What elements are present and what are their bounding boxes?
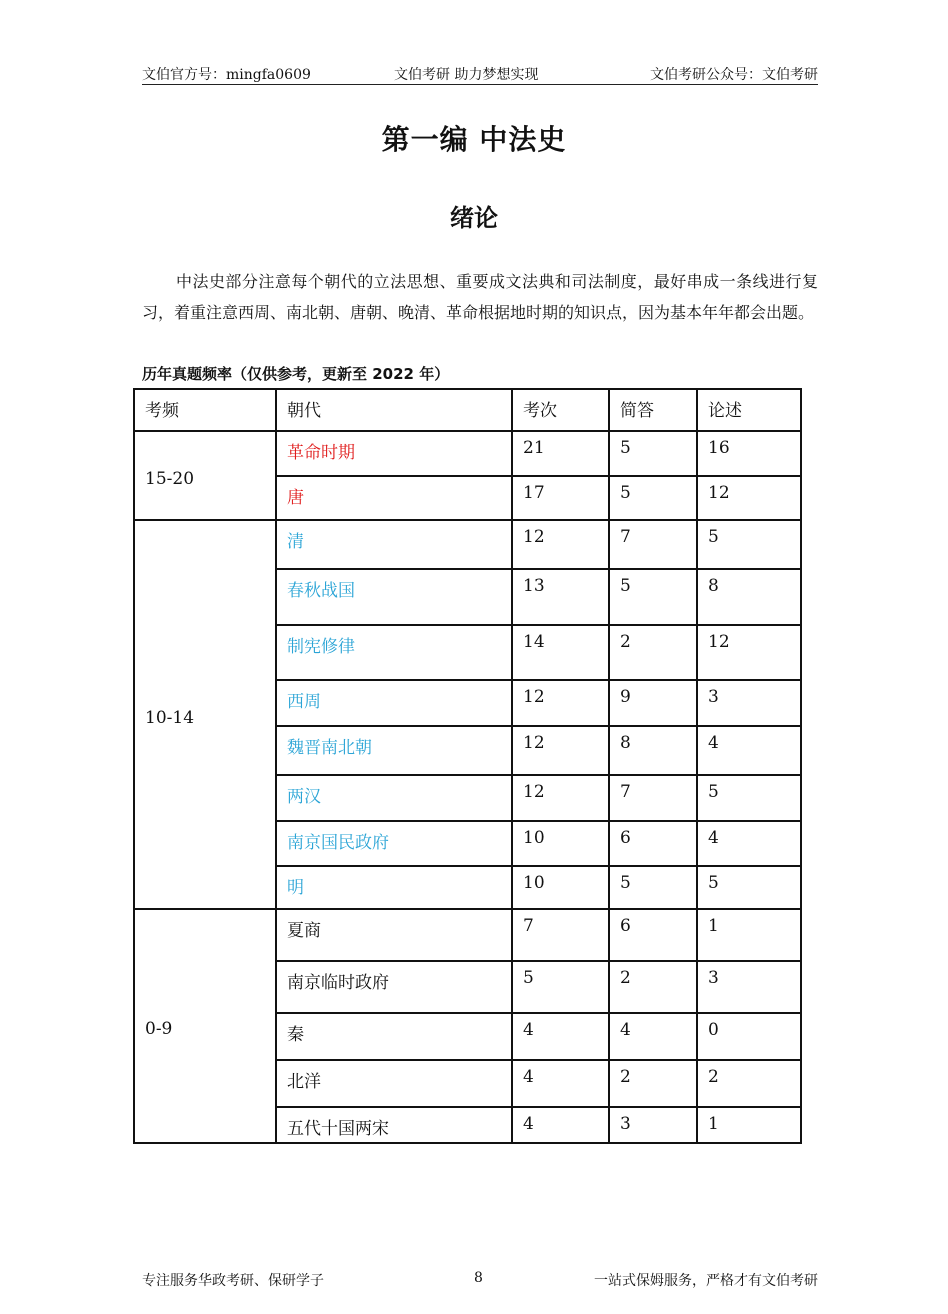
header-right-text: 文伯考研公众号：文伯考研	[650, 67, 818, 83]
dynasty-cell: 西周	[276, 680, 512, 726]
table-row	[134, 520, 801, 569]
count-cell: 7	[512, 909, 609, 961]
dynasty-cell: 春秋战国	[276, 569, 512, 625]
dynasty-cell: 两汉	[276, 775, 512, 821]
dynasty-cell: 夏商	[276, 909, 512, 961]
frequency-group-cell: 10-14	[134, 520, 276, 909]
short-answer-cell: 6	[609, 821, 697, 866]
count-cell: 12	[512, 680, 609, 726]
count-cell: 12	[512, 775, 609, 821]
count-cell: 4	[512, 1060, 609, 1107]
footer-right-text: 一站式保姆服务，严格才有文伯考研	[594, 1273, 818, 1289]
frequency-group-cell: 15-20	[134, 431, 276, 520]
short-answer-cell: 5	[609, 866, 697, 909]
header-cell-frequency: 考频	[134, 389, 276, 431]
short-answer-cell: 3	[609, 1107, 697, 1143]
header-cell-count: 考次	[512, 389, 609, 431]
header-cell-dynasty: 朝代	[276, 389, 512, 431]
count-cell: 5	[512, 961, 609, 1013]
short-answer-cell: 7	[609, 775, 697, 821]
essay-cell: 12	[697, 476, 801, 520]
short-answer-cell: 7	[609, 520, 697, 569]
short-answer-cell: 9	[609, 680, 697, 726]
essay-cell: 2	[697, 1060, 801, 1107]
frequency-group-cell: 0-9	[134, 909, 276, 1143]
essay-cell: 5	[697, 775, 801, 821]
short-answer-cell: 5	[609, 476, 697, 520]
header-left-text: 文伯官方号：mingfa0609	[142, 67, 311, 83]
dynasty-cell: 南京国民政府	[276, 821, 512, 866]
short-answer-cell: 6	[609, 909, 697, 961]
count-cell: 10	[512, 821, 609, 866]
page-number: 8	[474, 1270, 483, 1286]
short-answer-cell: 2	[609, 961, 697, 1013]
essay-cell: 8	[697, 569, 801, 625]
count-cell: 10	[512, 866, 609, 909]
count-cell: 4	[512, 1107, 609, 1143]
table-caption: 历年真题频率（仅供参考，更新至 2022 年）	[142, 365, 450, 383]
short-answer-cell: 5	[609, 431, 697, 476]
dynasty-cell: 唐	[276, 476, 512, 520]
intro-paragraph: 中法史部分注意每个朝代的立法思想、重要成文法典和司法制度，最好串成一条线进行复习，着重注意西周、南北朝、唐朝、晚清、革命根据地时期的知识点，因为基本年年都会出题。	[142, 272, 818, 322]
essay-cell: 5	[697, 520, 801, 569]
page-title: 第一编 中法史	[381, 123, 567, 156]
header-cell-essay: 论述	[697, 389, 801, 431]
count-cell: 12	[512, 726, 609, 775]
essay-cell: 4	[697, 821, 801, 866]
essay-cell: 3	[697, 961, 801, 1013]
dynasty-cell: 魏晋南北朝	[276, 726, 512, 775]
essay-cell: 3	[697, 680, 801, 726]
count-cell: 17	[512, 476, 609, 520]
essay-cell: 12	[697, 625, 801, 680]
dynasty-cell: 清	[276, 520, 512, 569]
essay-cell: 1	[697, 909, 801, 961]
section-title: 绪论	[450, 204, 498, 232]
essay-cell: 1	[697, 1107, 801, 1143]
header-cell-short-answer: 简答	[609, 389, 697, 431]
table-body	[134, 431, 801, 1143]
short-answer-cell: 5	[609, 569, 697, 625]
essay-cell: 16	[697, 431, 801, 476]
essay-cell: 0	[697, 1013, 801, 1060]
count-cell: 12	[512, 520, 609, 569]
dynasty-cell: 秦	[276, 1013, 512, 1060]
table-row	[134, 431, 801, 476]
dynasty-cell: 南京临时政府	[276, 961, 512, 1013]
count-cell: 13	[512, 569, 609, 625]
count-cell: 14	[512, 625, 609, 680]
dynasty-cell: 明	[276, 866, 512, 909]
page-header	[142, 62, 818, 85]
short-answer-cell: 2	[609, 625, 697, 680]
count-cell: 4	[512, 1013, 609, 1060]
essay-cell: 5	[697, 866, 801, 909]
dynasty-cell: 革命时期	[276, 431, 512, 476]
page-footer	[142, 1270, 818, 1290]
dynasty-cell: 制宪修律	[276, 625, 512, 680]
dynasty-cell: 北洋	[276, 1060, 512, 1107]
count-cell: 21	[512, 431, 609, 476]
table-header-row	[134, 389, 801, 431]
essay-cell: 4	[697, 726, 801, 775]
header-center-text: 文伯考研 助力梦想实现	[394, 67, 539, 83]
frequency-table	[133, 388, 802, 1144]
short-answer-cell: 4	[609, 1013, 697, 1060]
footer-left-text: 专注服务华政考研、保研学子	[142, 1273, 324, 1289]
short-answer-cell: 2	[609, 1060, 697, 1107]
table-row	[134, 909, 801, 961]
short-answer-cell: 8	[609, 726, 697, 775]
dynasty-cell: 五代十国两宋	[276, 1107, 512, 1143]
